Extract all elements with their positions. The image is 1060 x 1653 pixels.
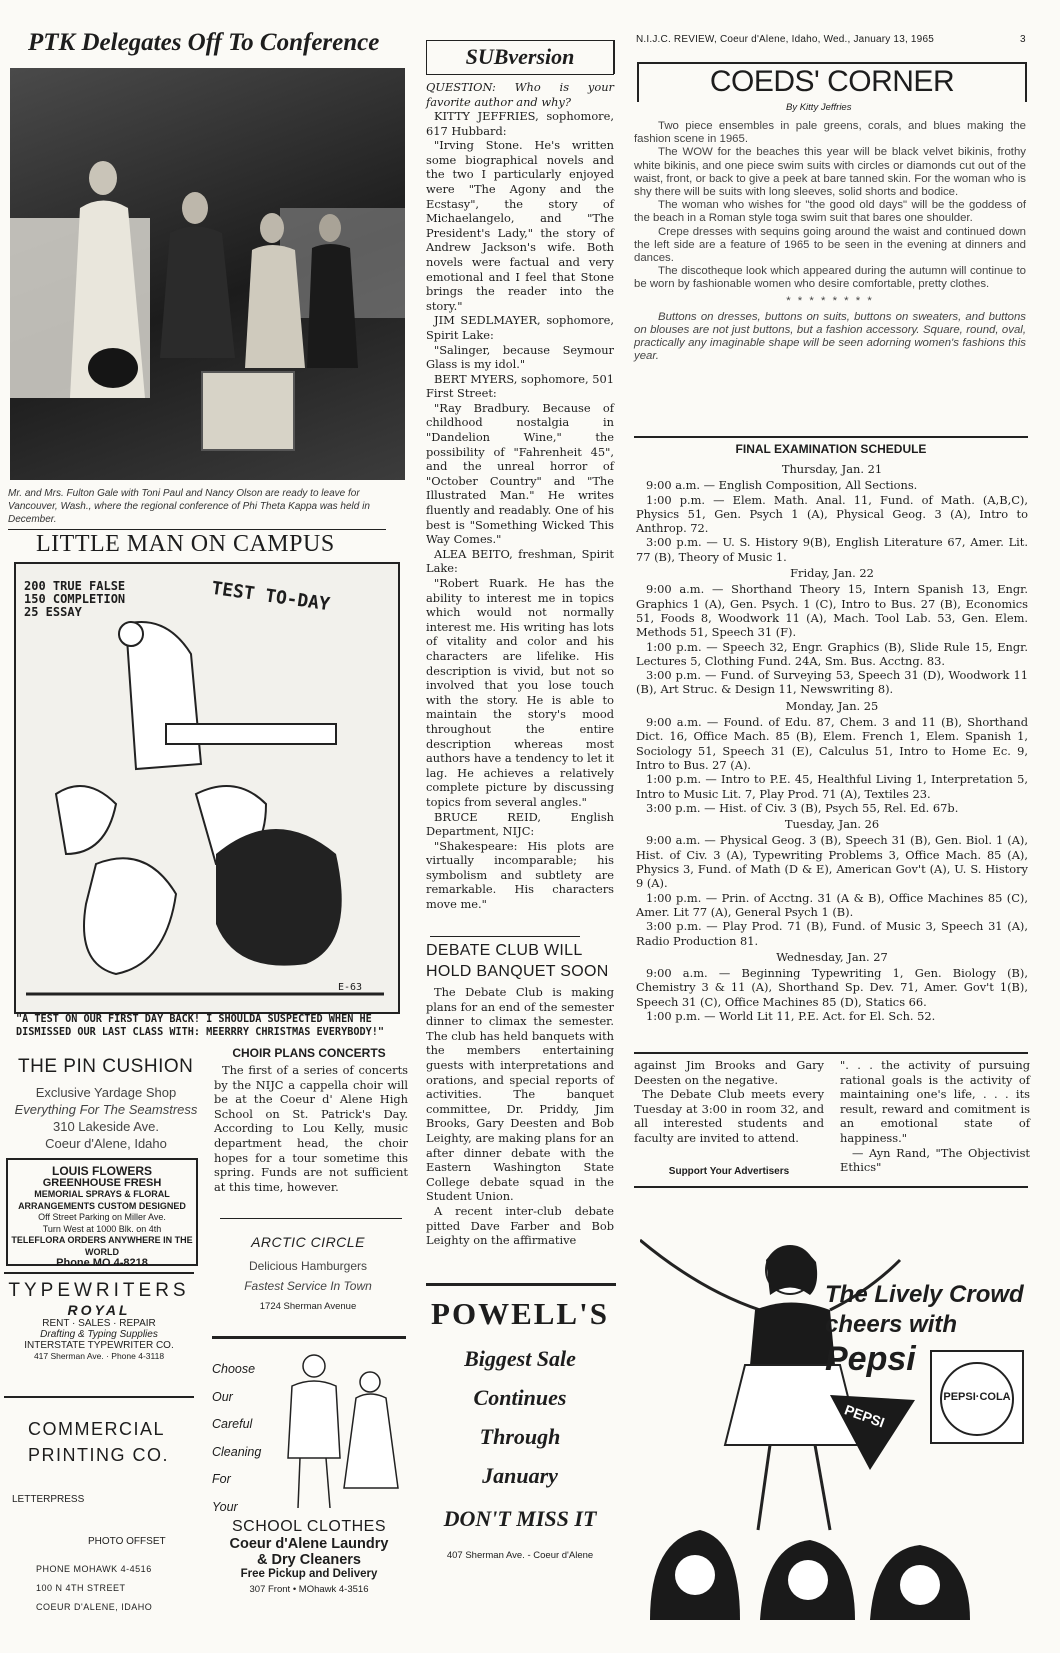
cartoon-sign-line: 200 TRUE FALSE	[24, 579, 126, 593]
louis-flowers-phone: Phone MO 4-8218	[56, 1257, 148, 1269]
louis-flowers-line: Turn West at 1000 Blk. on 4th	[42, 1223, 162, 1234]
debate-headline: DEBATE CLUB WILL HOLD BANQUET SOON	[426, 942, 609, 980]
arctic-circle-line: Delicious Hamburgers	[248, 1259, 368, 1273]
exam-day-label: Wednesday, Jan. 27	[776, 949, 888, 964]
commercial-printing-line: PHOTO OFFSET	[88, 1536, 166, 1547]
cartoon-sign-line: 25 ESSAY	[24, 605, 82, 619]
coeds-article	[634, 120, 1026, 364]
exam-entry: 3:00 p.m. — Hist. of Civ. 3 (B), Psych 55, Rel. Ed. 67b.	[646, 800, 959, 815]
exam-schedule	[636, 460, 1028, 1023]
subversion-paragraph: "Irving Stone. He's written some biographical novels and the two I particularly enjoyed were "The Agony and the Ecstasy", the story of Michaelangelo, and "The President's Lady," the story of Andrew Jackson's wife. Both novels were factual and very emotional and I feel that Stone brings the reader into the story."	[426, 138, 614, 313]
exam-entry: 9:00 a.m. — Physical Geog. 3 (B), Speech 31 (B), Gen. Biol. 1 (A), Hist. of Civ. 3 (A), Typewriting Problems 3, Office Mach. 85 (A), Physics 3, Fund. of Math (D & E), American Gov't (A), U. S. History 9 (A).	[636, 833, 1028, 891]
louis-flowers-line: MEMORIAL SPRAYS & FLORAL	[34, 1189, 170, 1199]
pepsi-cola-logo-text: PEPSI·COLA	[940, 1362, 1014, 1436]
powells-cta: DON'T MISS IT	[443, 1506, 597, 1531]
pepsi-cola-logo	[930, 1350, 1024, 1444]
exam-day-label: Thursday, Jan. 21	[781, 462, 883, 476]
powells-line: January	[482, 1463, 558, 1488]
subversion-paragraph: "Ray Bradbury. Because of childhood nostalgia in "Dandelion Wine," the possibility of "Fahrenheit 45", and the unreal horror of "October Country" and "The Illustrated Man." He writes fluently and readably. One of his best is "Something Wicked This Way Comes."	[426, 400, 614, 547]
arctic-circle-title: ARCTIC CIRCLE	[251, 1234, 365, 1250]
ptk-headline: PTK Delegates Off To Conference	[28, 29, 380, 56]
laundry-word: Cleaning	[212, 1444, 262, 1459]
quote-attribution: — Ayn Rand, "The Objectivist Ethics"	[840, 1145, 1030, 1175]
louis-flowers-line: Off Street Parking on Miller Ave.	[38, 1212, 166, 1222]
debate-paragraph: The Debate Club meets every Tuesday at 3:00 in room 32, and all interested students and faculty are invited to attend.	[634, 1087, 824, 1145]
debate-article-continued	[634, 1058, 824, 1146]
exam-day	[636, 817, 1028, 948]
cartoon-panel	[14, 562, 400, 1014]
commercial-printing-line: LETTERPRESS	[12, 1494, 85, 1505]
exam-title: FINAL EXAMINATION SCHEDULE	[735, 442, 927, 456]
laundry-word: Choose	[212, 1362, 256, 1376]
pepsi-ad	[640, 1200, 1030, 1620]
coeds-stars: * * * * * * * *	[786, 294, 874, 307]
subversion-question: QUESTION: Who is your favorite author and why?	[426, 80, 614, 109]
exam-day	[636, 699, 1028, 815]
commercial-printing-title: PRINTING CO.	[28, 1445, 170, 1465]
powells-line: Continues	[473, 1385, 567, 1410]
typewriters-ad	[4, 1280, 194, 1361]
exam-entry: 1:00 p.m. — Prin. of Acctng. 31 (A & B), Office Machines 85 (C), Amer. Lit 77 (A), General Psych 1 (B).	[636, 890, 1028, 919]
typewriters-title: TYPEWRITERS	[8, 1280, 190, 1301]
cartoon-board-text: TEST TO-DAY	[210, 577, 332, 616]
quote-text: ". . . the activity of pursuing rational goals is the activity of maintaining one's life, . . . its result, reward and comitment is an emotional state of happiness."	[840, 1058, 1030, 1145]
subversion-paragraph: JIM SEDLMAYER, sophomore, Spirit Lake:	[426, 313, 614, 342]
coeds-title: COEDS' CORNER	[709, 65, 955, 98]
pepsi-slogan-line: The Lively Crowd	[825, 1281, 1024, 1308]
debate-article	[426, 985, 614, 1248]
debate-paragraph: A recent inter-club debate pitted Dave Farber and Bob Leighty on the affirmative	[426, 1203, 614, 1248]
exam-day	[636, 950, 1028, 1023]
cartoon-code: E-63	[338, 982, 363, 993]
ayn-rand-quote	[840, 1058, 1030, 1175]
choir-article: The first of a series of concerts by the NIJC a cappella choir will be at the Coeur d' Alene High School on St. Patrick's Day. According to Lou Kelly, music department head, the choir hopes for a tour sometime this spring. Funds are not sufficient at this time, however.	[214, 1063, 408, 1194]
subversion-paragraph: ALEA BEITO, freshman, Spirit Lake:	[426, 546, 614, 576]
laundry-word: Your	[212, 1499, 238, 1514]
louis-flowers-ad	[6, 1158, 198, 1269]
pin-cushion-line: 310 Lakeside Ave.	[52, 1119, 159, 1134]
choir-headline: CHOIR PLANS CONCERTS	[232, 1046, 386, 1060]
exam-day-label: Monday, Jan. 25	[785, 698, 879, 713]
ptk-caption: Mr. and Mrs. Fulton Gale with Toni Paul and Nancy Olson are ready to leave for Vancouver, Wash., where the regional conference of Phi Theta Kappa was held in December.	[8, 488, 370, 525]
powells-address: 407 Sherman Ave. - Coeur d'Alene	[446, 1550, 594, 1561]
louis-flowers-line: ARRANGEMENTS CUSTOM DESIGNED	[18, 1200, 186, 1211]
laundry-line: Free Pickup and Delivery	[240, 1568, 378, 1580]
exam-day-label: Tuesday, Jan. 26	[784, 817, 880, 832]
laundry-couple-illustration	[270, 1348, 408, 1516]
arctic-circle-line: Fastest Service In Town	[244, 1279, 372, 1293]
subversion-article	[426, 109, 614, 912]
cartoon-sign-line: 150 COMPLETION	[24, 592, 126, 606]
exam-entry: 1:00 p.m. — Elem. Math. Anal. 11, Fund. of Math. (A,B,C), Physics 51, Gen. Psych 1 (A), Physical Geog. 3 (A), Intro to Anthrop. 72.	[636, 492, 1028, 536]
typewriters-line: RENT · SALES · REPAIR	[42, 1318, 156, 1329]
cartoon-drawing	[16, 564, 394, 1008]
exam-entry: 9:00 a.m. — Found. of Edu. 87, Chem. 3 and 11 (B), Shorthand Dict. 16, Office Mach. 85 (B), Elem. French 1, Elem. Spanish 1, Sociology 51, Speech 31 (E), Calculus 51, Intro to Home Ec. 9, Intro to Bus. 27 (A).	[636, 715, 1028, 772]
laundry-line: 307 Front • MOhawk 4-3516	[249, 1584, 369, 1595]
coeds-paragraph: The WOW for the beaches this year will be black velvet bikinis, frothy white bikinis, and one piece swim suits with circles or diamonds cut out of the waist, front, or back to give a peek at bare tanned skin. For the woman who is shy there will be suits with long sleeves, solid shorts and bodice.	[634, 146, 1026, 199]
exam-entry: 1:00 p.m. — Intro to P.E. 45, Healthful Living 1, Interpretation 5, Intro to Music Lit. 7, Play Prod. 71 (A), Textiles 23.	[636, 772, 1028, 801]
page-number: 3	[1020, 34, 1026, 45]
laundry-ad	[210, 1346, 408, 1616]
debate-paragraph: against Jim Brooks and Gary Deesten on the negative.	[634, 1058, 824, 1087]
subversion-title-box	[426, 40, 615, 74]
exam-entry: 1:00 p.m. — World Lit 11, P.E. Act. for El. Sch. 52.	[646, 1008, 936, 1023]
subversion-paragraph: BRUCE REID, English Department, NIJC:	[426, 809, 614, 839]
louis-flowers-line: GREENHOUSE FRESH	[42, 1176, 162, 1189]
laundry-name: & Dry Cleaners	[257, 1552, 361, 1568]
coeds-byline: By Kitty Jeffries	[786, 102, 852, 113]
arctic-circle-ad	[210, 1234, 406, 1312]
commercial-printing-line: PHONE MOHAWK 4-4516	[36, 1564, 152, 1574]
subversion-title: SUBversion	[465, 44, 575, 69]
pepsi-slogan-brand: Pepsi	[825, 1340, 916, 1378]
exam-entry: 3:00 p.m. — U. S. History 9(B), English Literature 67, Amer. Lit. 77 (B), Theory of Music 1.	[636, 535, 1028, 564]
pin-cushion-line: Coeur d'Alene, Idaho	[45, 1136, 167, 1151]
pin-cushion-line: Exclusive Yardage Shop	[35, 1085, 177, 1100]
louis-flowers-line: TELEFLORA ORDERS ANYWHERE IN THE WORLD	[11, 1235, 193, 1257]
coeds-title-box	[637, 62, 1027, 102]
coeds-paragraph: Two piece ensembles in pale greens, corals, and blues making the fashion scene in 1965.	[634, 120, 1026, 146]
typewriters-line: INTERSTATE TYPEWRITER CO.	[24, 1340, 174, 1351]
exam-entry: 3:00 p.m. — Fund. of Surveying 53, Speech 31 (D), Woodwork 11 (B), Art Struc. & Design 11, Newswriting 8).	[636, 668, 1028, 697]
pepsi-slogan-line: cheers with	[825, 1311, 958, 1338]
commercial-printing-ad	[0, 1410, 200, 1620]
arctic-circle-line: 1724 Sherman Avenue	[259, 1301, 357, 1312]
exam-entry: 9:00 a.m. — Beginning Typewriting 1, Gen. Biology (B), Chemistry 3 & 11 (A), Shorthand Sp. Dev. 71, Amer. Gov't 1(B), Speech 31 (C), Office Machines 85 (D), Statics 66.	[636, 966, 1028, 1009]
cartoon-caption: "A TEST ON OUR FIRST DAY BACK! I SHOULDA SUSPECTED WHEN HE DISMISSED OUR LAST CLASS WITH: MEERRRY CHRISTMAS EVERYBODY!"	[16, 1014, 385, 1038]
powells-title: POWELL'S	[431, 1296, 609, 1331]
typewriters-brand: ROYAL	[67, 1302, 131, 1318]
coeds-buttons-note: Buttons on dresses, buttons on suits, buttons on sweaters, and buttons on blouses are not just buttons, but a fashion accessory. Square, round, oval, practically any imaginable shape will be seen adorning women's fashions this year.	[634, 310, 1026, 363]
powells-line: Biggest Sale	[464, 1346, 576, 1371]
pin-cushion-line: Everything For The Seamstress	[14, 1102, 198, 1117]
laundry-word: Careful	[212, 1417, 253, 1431]
typewriters-line: Drafting & Typing Supplies	[40, 1329, 158, 1340]
laundry-name: Coeur d'Alene Laundry	[229, 1536, 389, 1552]
pin-cushion-title: THE PIN CUSHION	[18, 1056, 194, 1077]
ptk-photo	[10, 68, 405, 480]
exam-entry: 9:00 a.m. — English Composition, All Sections.	[646, 478, 918, 493]
coeds-paragraph: The discotheque look which appeared during the autumn will continue to be worn by fashionable women who desire comfortable, pretty clothes.	[634, 265, 1026, 291]
typewriters-line: 417 Sherman Ave. · Phone 4-3118	[33, 1351, 165, 1361]
powells-line: Through	[479, 1424, 561, 1449]
pin-cushion-ad	[4, 1084, 208, 1152]
coeds-paragraph: The woman who wishes for "the good old days" will be the goddess of the beach in a Roman style toga swim suit that bares one shoulder.	[634, 199, 1026, 225]
exam-entry: 3:00 p.m. — Play Prod. 71 (B), Fund. of Music 3, Speech 31 (A), Radio Production 81.	[636, 919, 1028, 948]
subversion-paragraph: "Salinger, because Seymour Glass is my idol."	[426, 342, 614, 372]
pepsi-pennant: PEPSI	[842, 1401, 887, 1431]
ptk-photo-figures	[10, 68, 405, 480]
subversion-paragraph: "Robert Ruark. He has the ability to interest me in topics which would not normally interest me. His writing has lots of vitality and color and his characters are lifelike. His description is vivid, but not so involved that you lose touch with the story. He is able to maintain the story's mood throughout the entire description whereas most authors have a tendency to let it lag. He achieves a relatively complete picture by discussing topics from several angles."	[426, 576, 614, 809]
laundry-word: Our	[212, 1389, 233, 1404]
subversion-paragraph: "Shakespeare: His plots are virtually incomparable; his symbolism and subtlety are remarkable. His characters move me."	[426, 838, 614, 912]
commercial-printing-title: COMMERCIAL	[28, 1419, 166, 1439]
exam-entry: 1:00 p.m. — Speech 32, Engr. Graphics (B), Slide Rule 15, Engr. Lectures 5, Clothing Fund. 24A, Sm. Bus. Acctng. 83.	[636, 639, 1028, 668]
debate-paragraph: The Debate Club is making plans for an end of the semester dinner to climax the semester. The club has held banquets with the members entertaining guests with interpretations and orations, and special reports of activities. The banquet committee, Dr. Priddy, Jim Brooks, Gary Deesten and Bob Leighty, are making plans for an after dinner debate with the Eastern Washington State College debate squad in the Student Union.	[426, 985, 614, 1204]
exam-day-label: Friday, Jan. 22	[790, 566, 874, 581]
subversion-paragraph: KITTY JEFFRIES, sophomore, 617 Hubbard:	[426, 109, 614, 138]
laundry-school-clothes: SCHOOL CLOTHES	[232, 1518, 386, 1535]
laundry-word: For	[212, 1472, 231, 1486]
cartoon-title: LITTLE MAN ON CAMPUS	[36, 531, 335, 557]
exam-entry: 9:00 a.m. — Shorthand Theory 15, Intern Spanish 13, Engr. Graphics 1 (A), Gen. Psych. 1 (C), Intro to Bus. 27 (B), Economics 51, Foods 8, Woodwork 11 (A), Mach. Tool Lab. 53, Gen. Elem. Methods 51, Speech 31 (F).	[636, 582, 1028, 640]
commercial-printing-line: 100 N 4TH STREET	[36, 1583, 126, 1593]
masthead: N.I.J.C. REVIEW, Coeur d'Alene, Idaho, Wed., January 13, 1965	[636, 34, 934, 45]
louis-flowers-name: LOUIS FLOWERS	[52, 1164, 152, 1178]
exam-day	[636, 566, 1028, 697]
powells-ad	[420, 1290, 620, 1620]
exam-day	[636, 462, 1028, 564]
subversion-paragraph: BERT MYERS, sophomore, 501 First Street:	[426, 371, 615, 401]
commercial-printing-line: COEUR D'ALENE, IDAHO	[36, 1602, 153, 1612]
coeds-paragraph: Crepe dresses with sequins going around the waist and continued down the left side are a feature of 1965 to be seen in the evening at dinners and dances.	[634, 225, 1026, 265]
support-advertisers: Support Your Advertisers	[668, 1166, 790, 1177]
